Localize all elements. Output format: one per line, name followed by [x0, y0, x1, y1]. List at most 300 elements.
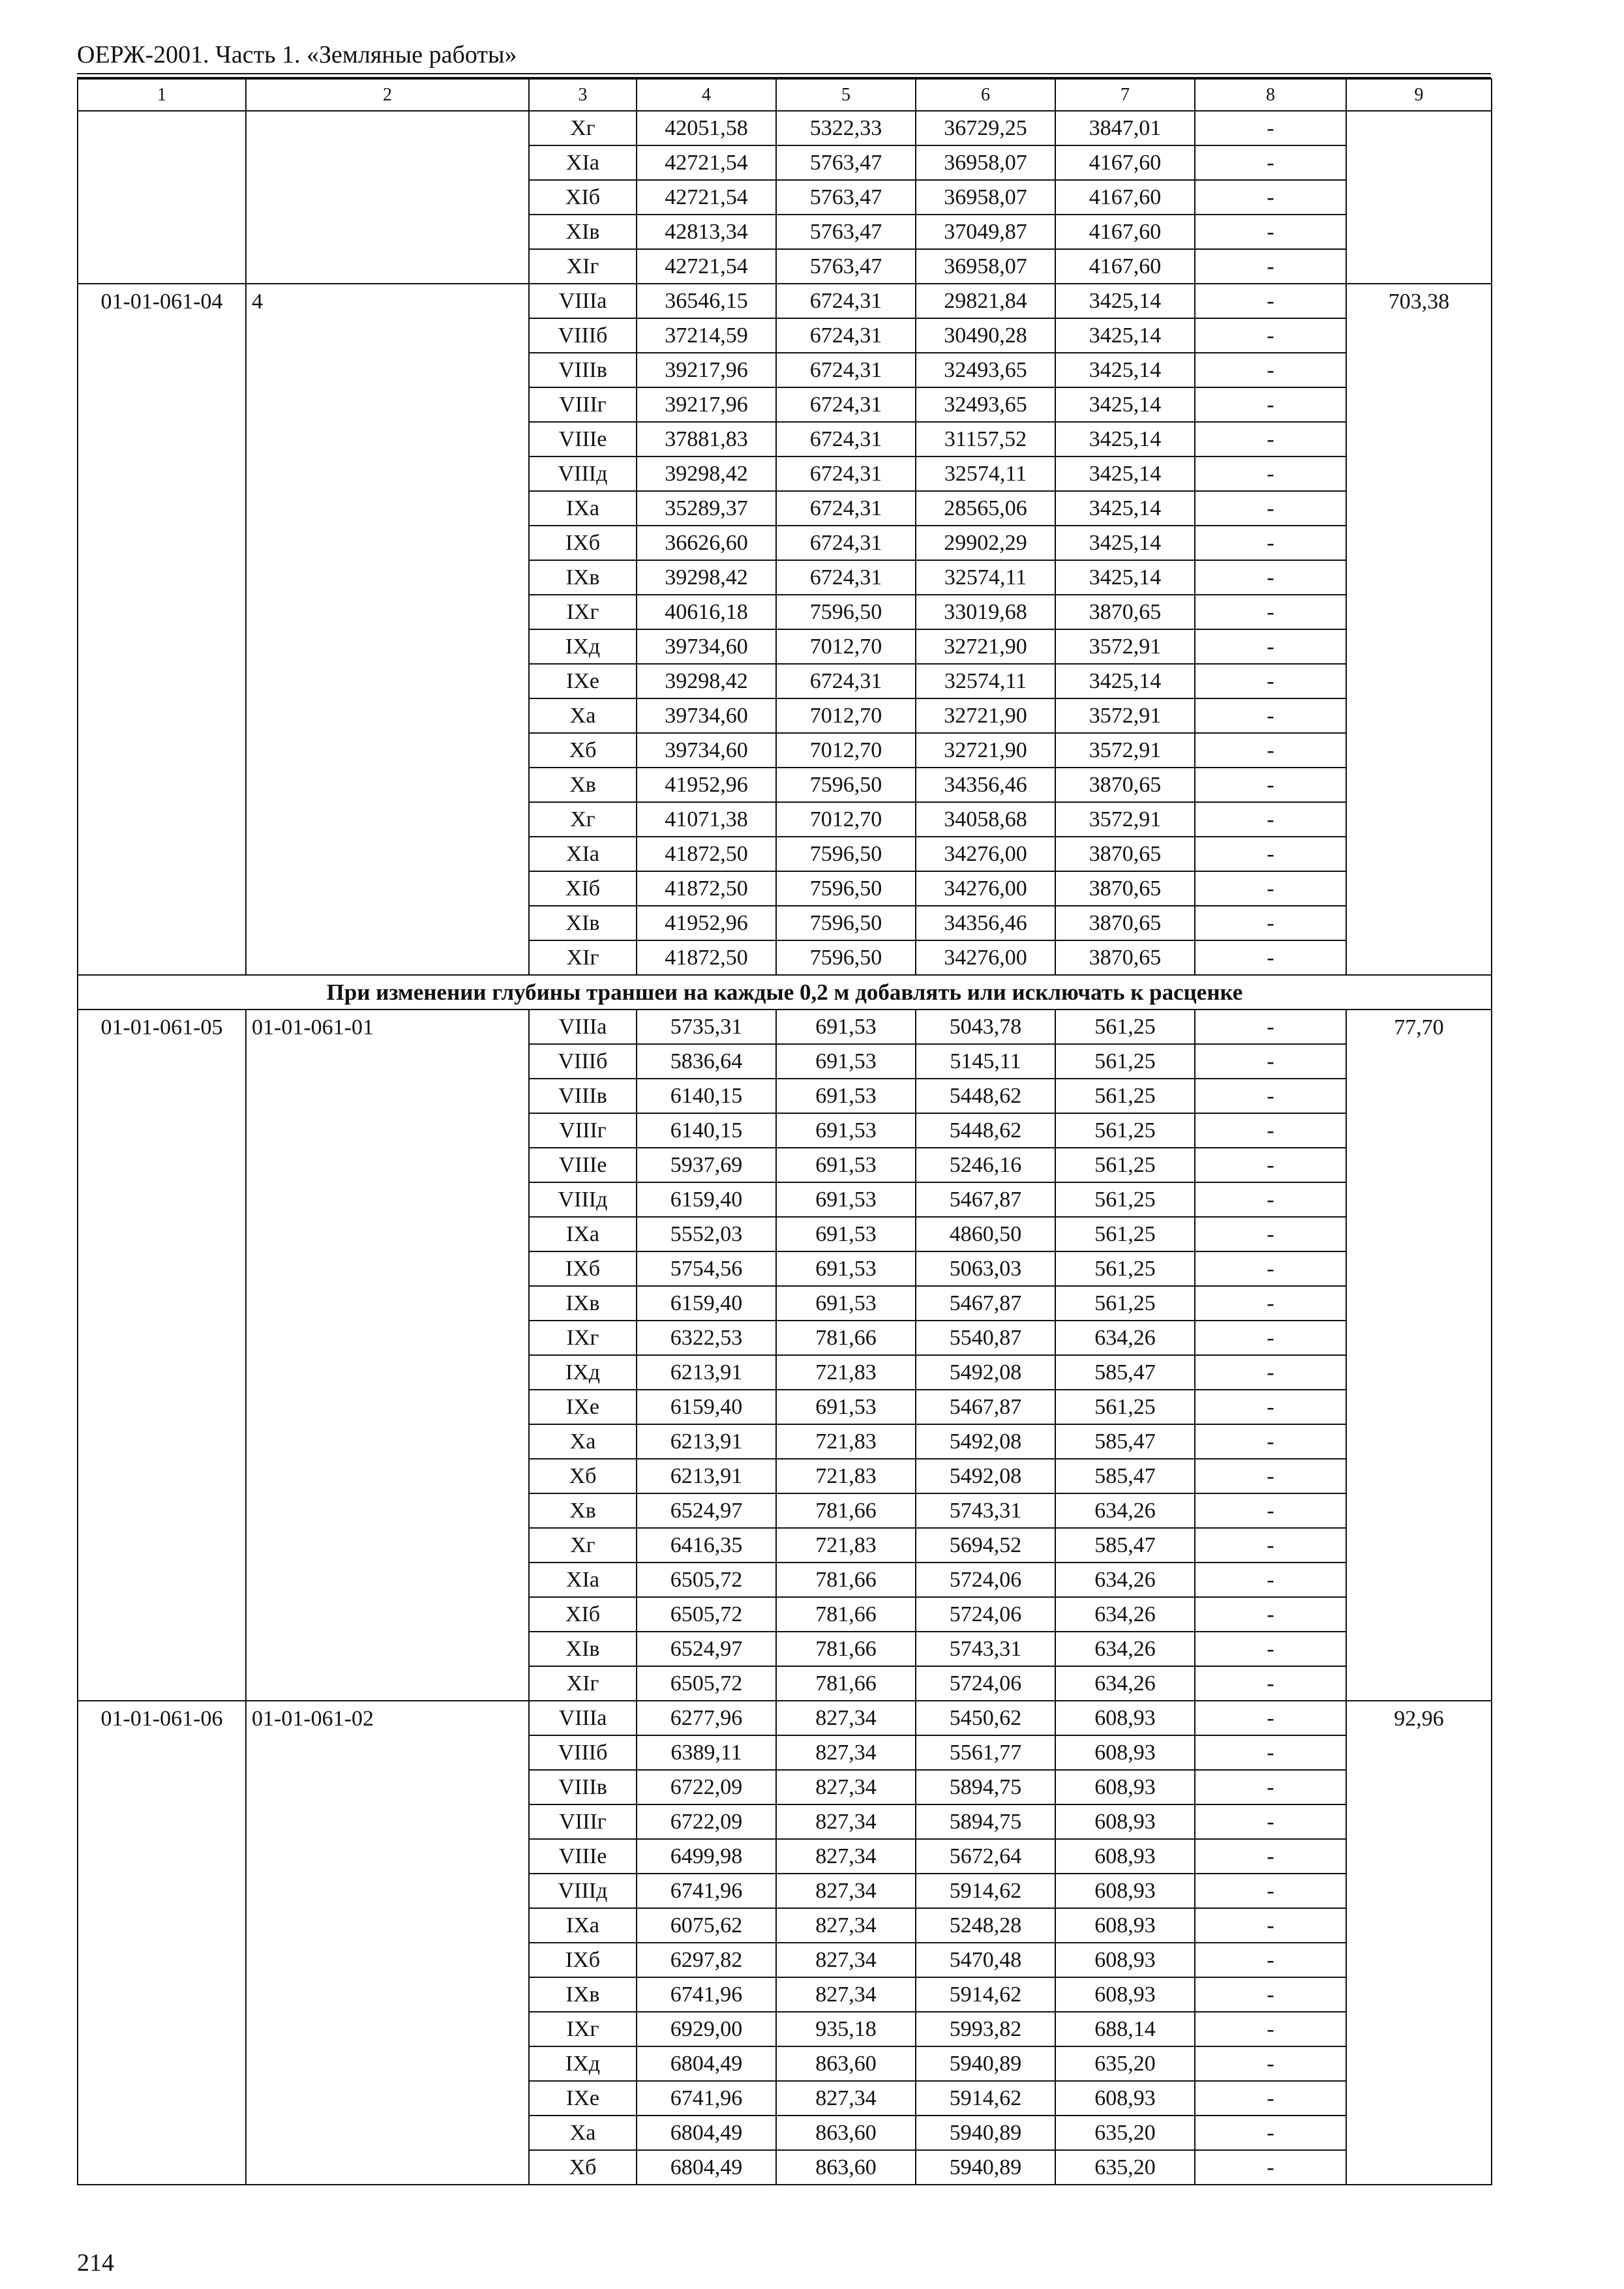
region-cell: VIIIе [529, 1839, 637, 1874]
value-cell: - [1195, 1390, 1346, 1424]
value-cell: - [1195, 733, 1346, 768]
value-cell: 39298,42 [637, 560, 776, 595]
value-cell: - [1195, 802, 1346, 837]
value-cell: 6505,72 [637, 1563, 776, 1597]
value-cell: 691,53 [776, 1044, 916, 1079]
value-cell: 827,34 [776, 2081, 916, 2116]
value-cell: 6159,40 [637, 1182, 776, 1217]
value-cell: - [1195, 1977, 1346, 2012]
region-cell: XIа [529, 1563, 637, 1597]
column-number: 8 [1195, 79, 1346, 111]
region-cell: IXа [529, 1908, 637, 1943]
value-cell: 35289,37 [637, 491, 776, 526]
value-cell: 5724,06 [916, 1666, 1055, 1701]
rates-table-body [78, 79, 1492, 2185]
total-cell: 77,70 [1346, 1010, 1492, 1701]
table-row [78, 1010, 1492, 1044]
value-cell: 935,18 [776, 2012, 916, 2046]
region-cell: IXб [529, 1251, 637, 1286]
value-cell: 827,34 [776, 1874, 916, 1908]
value-cell: 585,47 [1055, 1528, 1195, 1563]
value-cell: 688,14 [1055, 2012, 1195, 2046]
value-cell: 32574,11 [916, 456, 1055, 491]
value-cell: - [1195, 871, 1346, 906]
value-cell: 561,25 [1055, 1286, 1195, 1321]
value-cell: 37214,59 [637, 318, 776, 353]
value-cell: 6505,72 [637, 1597, 776, 1632]
value-cell: 5467,87 [916, 1286, 1055, 1321]
value-cell: - [1195, 1804, 1346, 1839]
value-cell: 6322,53 [637, 1321, 776, 1355]
value-cell: 608,93 [1055, 1735, 1195, 1770]
value-cell: 32574,11 [916, 560, 1055, 595]
total-cell: 92,96 [1346, 1701, 1492, 2185]
region-cell: VIIIв [529, 1079, 637, 1113]
value-cell: - [1195, 1217, 1346, 1251]
value-cell: 5043,78 [916, 1010, 1055, 1044]
value-cell: 5940,89 [916, 2116, 1055, 2150]
value-cell: 3847,01 [1055, 111, 1195, 145]
value-cell: 691,53 [776, 1010, 916, 1044]
value-cell: 5492,08 [916, 1424, 1055, 1459]
reference-cell: 4 [246, 284, 529, 975]
value-cell: - [1195, 1528, 1346, 1563]
value-cell: 863,60 [776, 2150, 916, 2185]
value-cell: 3425,14 [1055, 526, 1195, 560]
region-cell: IXв [529, 1977, 637, 2012]
value-cell: - [1195, 1493, 1346, 1528]
value-cell: 6213,91 [637, 1424, 776, 1459]
value-cell: 29821,84 [916, 284, 1055, 318]
value-cell: 5763,47 [776, 180, 916, 215]
value-cell: 827,34 [776, 1839, 916, 1874]
value-cell: 6724,31 [776, 664, 916, 698]
value-cell: 7596,50 [776, 768, 916, 802]
value-cell: 3870,65 [1055, 837, 1195, 871]
value-cell: 781,66 [776, 1666, 916, 1701]
value-cell: - [1195, 1286, 1346, 1321]
value-cell: 691,53 [776, 1251, 916, 1286]
value-cell: 3572,91 [1055, 802, 1195, 837]
region-cell: VIIIв [529, 353, 637, 387]
region-cell: Xа [529, 698, 637, 733]
value-cell: 6724,31 [776, 456, 916, 491]
value-cell: - [1195, 1597, 1346, 1632]
value-cell: - [1195, 215, 1346, 249]
value-cell: 561,25 [1055, 1010, 1195, 1044]
value-cell: 5492,08 [916, 1459, 1055, 1493]
region-cell: Xа [529, 2116, 637, 2150]
value-cell: 5763,47 [776, 215, 916, 249]
value-cell: - [1195, 1908, 1346, 1943]
value-cell: 3870,65 [1055, 871, 1195, 906]
value-cell: - [1195, 422, 1346, 456]
value-cell: 42813,34 [637, 215, 776, 249]
value-cell: 608,93 [1055, 1804, 1195, 1839]
value-cell: 6741,96 [637, 1874, 776, 1908]
region-cell: Xв [529, 768, 637, 802]
value-cell: - [1195, 456, 1346, 491]
value-cell: - [1195, 1874, 1346, 1908]
value-cell: 39217,96 [637, 387, 776, 422]
value-cell: 6722,09 [637, 1804, 776, 1839]
value-cell: 3425,14 [1055, 422, 1195, 456]
reference-cell [246, 111, 529, 284]
value-cell: 721,83 [776, 1355, 916, 1390]
page-header-title: ОЕРЖ-2001. Часть 1. «Земляные работы» [77, 41, 517, 68]
region-cell: XIб [529, 1597, 637, 1632]
region-cell: Xг [529, 802, 637, 837]
value-cell: 5836,64 [637, 1044, 776, 1079]
value-cell: - [1195, 2012, 1346, 2046]
value-cell: - [1195, 1079, 1346, 1113]
value-cell: - [1195, 353, 1346, 387]
value-cell: - [1195, 1770, 1346, 1804]
value-cell: 608,93 [1055, 1977, 1195, 2012]
value-cell: 3425,14 [1055, 318, 1195, 353]
value-cell: 5492,08 [916, 1355, 1055, 1390]
value-cell: 5450,62 [916, 1701, 1055, 1735]
total-cell [1346, 111, 1492, 284]
value-cell: - [1195, 2116, 1346, 2150]
value-cell: 28565,06 [916, 491, 1055, 526]
value-cell: - [1195, 560, 1346, 595]
value-cell: 634,26 [1055, 1632, 1195, 1666]
value-cell: - [1195, 180, 1346, 215]
value-cell: 5937,69 [637, 1148, 776, 1182]
column-number: 4 [637, 79, 776, 111]
value-cell: - [1195, 1943, 1346, 1977]
value-cell: 5145,11 [916, 1044, 1055, 1079]
value-cell: 827,34 [776, 1804, 916, 1839]
value-cell: 3572,91 [1055, 698, 1195, 733]
value-cell: 36626,60 [637, 526, 776, 560]
value-cell: 32493,65 [916, 353, 1055, 387]
value-cell: 4167,60 [1055, 249, 1195, 284]
value-cell: 721,83 [776, 1424, 916, 1459]
value-cell: - [1195, 249, 1346, 284]
value-cell: 691,53 [776, 1182, 916, 1217]
value-cell: 32721,90 [916, 698, 1055, 733]
value-cell: - [1195, 318, 1346, 353]
value-cell: 6297,82 [637, 1943, 776, 1977]
region-cell: Xг [529, 111, 637, 145]
value-cell: - [1195, 629, 1346, 664]
value-cell: 781,66 [776, 1493, 916, 1528]
value-cell: 4167,60 [1055, 180, 1195, 215]
region-cell: IXг [529, 1321, 637, 1355]
value-cell: 6140,15 [637, 1079, 776, 1113]
value-cell: - [1195, 1839, 1346, 1874]
value-cell: 36958,07 [916, 145, 1055, 180]
value-cell: 3572,91 [1055, 629, 1195, 664]
value-cell: 36958,07 [916, 249, 1055, 284]
value-cell: 608,93 [1055, 1943, 1195, 1977]
region-cell: VIIIб [529, 1735, 637, 1770]
value-cell: 32721,90 [916, 629, 1055, 664]
value-cell: 5248,28 [916, 1908, 1055, 1943]
value-cell: - [1195, 1563, 1346, 1597]
value-cell: 827,34 [776, 1977, 916, 2012]
value-cell: 634,26 [1055, 1666, 1195, 1701]
value-cell: 691,53 [776, 1217, 916, 1251]
value-cell: 5063,03 [916, 1251, 1055, 1286]
region-cell: IXб [529, 1943, 637, 1977]
value-cell: 561,25 [1055, 1251, 1195, 1286]
region-cell: IXд [529, 1355, 637, 1390]
value-cell: 561,25 [1055, 1044, 1195, 1079]
value-cell: 5894,75 [916, 1770, 1055, 1804]
region-cell: XIа [529, 837, 637, 871]
region-cell: VIIIг [529, 1804, 637, 1839]
region-cell: XIг [529, 1666, 637, 1701]
region-cell: IXе [529, 664, 637, 698]
value-cell: 781,66 [776, 1632, 916, 1666]
value-cell: 561,25 [1055, 1390, 1195, 1424]
value-cell: 6159,40 [637, 1286, 776, 1321]
value-cell: 7596,50 [776, 871, 916, 906]
value-cell: 37049,87 [916, 215, 1055, 249]
region-cell: XIа [529, 145, 637, 180]
value-cell: 691,53 [776, 1286, 916, 1321]
value-cell: 6724,31 [776, 491, 916, 526]
value-cell: 6722,09 [637, 1770, 776, 1804]
value-cell: 6159,40 [637, 1390, 776, 1424]
value-cell: 635,20 [1055, 2046, 1195, 2081]
rates-table [77, 78, 1492, 2185]
table-row [78, 1701, 1492, 1735]
total-cell: 703,38 [1346, 284, 1492, 975]
column-number: 2 [246, 79, 529, 111]
value-cell: 5914,62 [916, 1874, 1055, 1908]
value-cell: - [1195, 1735, 1346, 1770]
header-rule [77, 73, 1491, 74]
value-cell: 6524,97 [637, 1493, 776, 1528]
region-cell: VIIIе [529, 1148, 637, 1182]
value-cell: 6724,31 [776, 387, 916, 422]
note-text: При изменении глубины траншеи на каждые 0,2 м добавлять или исключать к расценке [78, 975, 1492, 1010]
value-cell: 6213,91 [637, 1459, 776, 1493]
value-cell: 863,60 [776, 2046, 916, 2081]
value-cell: - [1195, 664, 1346, 698]
value-cell: - [1195, 2081, 1346, 2116]
value-cell: 3870,65 [1055, 768, 1195, 802]
value-cell: 827,34 [776, 1943, 916, 1977]
value-cell: 781,66 [776, 1321, 916, 1355]
value-cell: 5448,62 [916, 1079, 1055, 1113]
value-cell: 608,93 [1055, 2081, 1195, 2116]
value-cell: 42721,54 [637, 180, 776, 215]
value-cell: - [1195, 1424, 1346, 1459]
value-cell: 5894,75 [916, 1804, 1055, 1839]
value-cell: 863,60 [776, 2116, 916, 2150]
region-cell: VIIIд [529, 456, 637, 491]
value-cell: 781,66 [776, 1597, 916, 1632]
value-cell: 5552,03 [637, 1217, 776, 1251]
value-cell: - [1195, 1251, 1346, 1286]
value-cell: 41952,96 [637, 768, 776, 802]
region-cell: VIIIб [529, 318, 637, 353]
column-number: 5 [776, 79, 916, 111]
value-cell: 5914,62 [916, 1977, 1055, 2012]
region-cell: VIIIв [529, 1770, 637, 1804]
value-cell: 5246,16 [916, 1148, 1055, 1182]
value-cell: 39734,60 [637, 698, 776, 733]
region-cell: VIIIд [529, 1874, 637, 1908]
region-cell: IXа [529, 1217, 637, 1251]
region-cell: VIIIг [529, 1113, 637, 1148]
region-cell: IXб [529, 526, 637, 560]
region-cell: IXа [529, 491, 637, 526]
value-cell: 6804,49 [637, 2046, 776, 2081]
value-cell: 4860,50 [916, 1217, 1055, 1251]
value-cell: - [1195, 387, 1346, 422]
value-cell: 41071,38 [637, 802, 776, 837]
value-cell: - [1195, 1010, 1346, 1044]
region-cell: VIIIд [529, 1182, 637, 1217]
value-cell: 691,53 [776, 1079, 916, 1113]
value-cell: 41872,50 [637, 940, 776, 975]
value-cell: 6724,31 [776, 318, 916, 353]
value-cell: 827,34 [776, 1908, 916, 1943]
value-cell: - [1195, 1044, 1346, 1079]
value-cell: 561,25 [1055, 1113, 1195, 1148]
value-cell: - [1195, 1148, 1346, 1182]
value-cell: 39734,60 [637, 629, 776, 664]
value-cell: 5743,31 [916, 1632, 1055, 1666]
value-cell: 6213,91 [637, 1355, 776, 1390]
value-cell: 3572,91 [1055, 733, 1195, 768]
value-cell: 3870,65 [1055, 595, 1195, 629]
value-cell: - [1195, 1321, 1346, 1355]
value-cell: - [1195, 2046, 1346, 2081]
column-number: 6 [916, 79, 1055, 111]
value-cell: 721,83 [776, 1459, 916, 1493]
value-cell: 5993,82 [916, 2012, 1055, 2046]
value-cell: 585,47 [1055, 1459, 1195, 1493]
value-cell: 6724,31 [776, 560, 916, 595]
region-cell: XIб [529, 180, 637, 215]
value-cell: 6416,35 [637, 1528, 776, 1563]
value-cell: 608,93 [1055, 1874, 1195, 1908]
value-cell: 39298,42 [637, 456, 776, 491]
region-cell: IXв [529, 560, 637, 595]
value-cell: - [1195, 1632, 1346, 1666]
value-cell: 4167,60 [1055, 145, 1195, 180]
value-cell: - [1195, 145, 1346, 180]
value-cell: - [1195, 526, 1346, 560]
value-cell: 585,47 [1055, 1424, 1195, 1459]
value-cell: 34276,00 [916, 871, 1055, 906]
value-cell: 41872,50 [637, 871, 776, 906]
value-cell: 5940,89 [916, 2046, 1055, 2081]
value-cell: 5672,64 [916, 1839, 1055, 1874]
region-cell: VIIIа [529, 284, 637, 318]
value-cell: 3870,65 [1055, 940, 1195, 975]
value-cell: - [1195, 1701, 1346, 1735]
value-cell: 36546,15 [637, 284, 776, 318]
value-cell: 34276,00 [916, 940, 1055, 975]
value-cell: 42721,54 [637, 145, 776, 180]
value-cell: 3425,14 [1055, 560, 1195, 595]
value-cell: 42721,54 [637, 249, 776, 284]
value-cell: 34276,00 [916, 837, 1055, 871]
value-cell: 32493,65 [916, 387, 1055, 422]
value-cell: 5448,62 [916, 1113, 1055, 1148]
region-cell: Xб [529, 1459, 637, 1493]
region-cell: IXв [529, 1286, 637, 1321]
value-cell: 3425,14 [1055, 491, 1195, 526]
value-cell: 42051,58 [637, 111, 776, 145]
region-cell: Xб [529, 2150, 637, 2185]
value-cell: 5694,52 [916, 1528, 1055, 1563]
value-cell: 4167,60 [1055, 215, 1195, 249]
value-cell: 561,25 [1055, 1217, 1195, 1251]
value-cell: 6741,96 [637, 2081, 776, 2116]
region-cell: XIг [529, 940, 637, 975]
region-cell: IXг [529, 595, 637, 629]
value-cell: 40616,18 [637, 595, 776, 629]
value-cell: 5735,31 [637, 1010, 776, 1044]
value-cell: 6505,72 [637, 1666, 776, 1701]
value-cell: - [1195, 837, 1346, 871]
value-cell: 7012,70 [776, 802, 916, 837]
value-cell: 6804,49 [637, 2150, 776, 2185]
column-number: 1 [78, 79, 246, 111]
value-cell: 5763,47 [776, 249, 916, 284]
reference-cell: 01-01-061-01 [246, 1010, 529, 1701]
value-cell: 6524,97 [637, 1632, 776, 1666]
value-cell: 634,26 [1055, 1597, 1195, 1632]
value-cell: 34356,46 [916, 906, 1055, 940]
region-cell: XIв [529, 1632, 637, 1666]
value-cell: 34356,46 [916, 768, 1055, 802]
value-cell: 634,26 [1055, 1563, 1195, 1597]
page-number: 214 [77, 2249, 114, 2277]
value-cell: 608,93 [1055, 1908, 1195, 1943]
value-cell: 827,34 [776, 1735, 916, 1770]
value-cell: 39217,96 [637, 353, 776, 387]
value-cell: 6724,31 [776, 353, 916, 387]
value-cell: 5724,06 [916, 1597, 1055, 1632]
region-cell: VIIIб [529, 1044, 637, 1079]
region-cell: VIIIе [529, 422, 637, 456]
value-cell: - [1195, 1666, 1346, 1701]
value-cell: 3425,14 [1055, 387, 1195, 422]
value-cell: 36958,07 [916, 180, 1055, 215]
value-cell: 7596,50 [776, 595, 916, 629]
value-cell: 691,53 [776, 1113, 916, 1148]
table-row [78, 111, 1492, 145]
value-cell: 634,26 [1055, 1493, 1195, 1528]
value-cell: 5540,87 [916, 1321, 1055, 1355]
value-cell: - [1195, 940, 1346, 975]
region-cell: XIг [529, 249, 637, 284]
value-cell: 561,25 [1055, 1148, 1195, 1182]
value-cell: 721,83 [776, 1528, 916, 1563]
region-cell: IXд [529, 629, 637, 664]
value-cell: 561,25 [1055, 1079, 1195, 1113]
value-cell: - [1195, 284, 1346, 318]
value-cell: 7012,70 [776, 733, 916, 768]
region-cell: IXе [529, 2081, 637, 2116]
region-cell: XIв [529, 906, 637, 940]
value-cell: 6277,96 [637, 1701, 776, 1735]
column-number: 3 [529, 79, 637, 111]
reference-cell: 01-01-061-02 [246, 1701, 529, 2185]
value-cell: 39734,60 [637, 733, 776, 768]
region-cell: VIIIг [529, 387, 637, 422]
